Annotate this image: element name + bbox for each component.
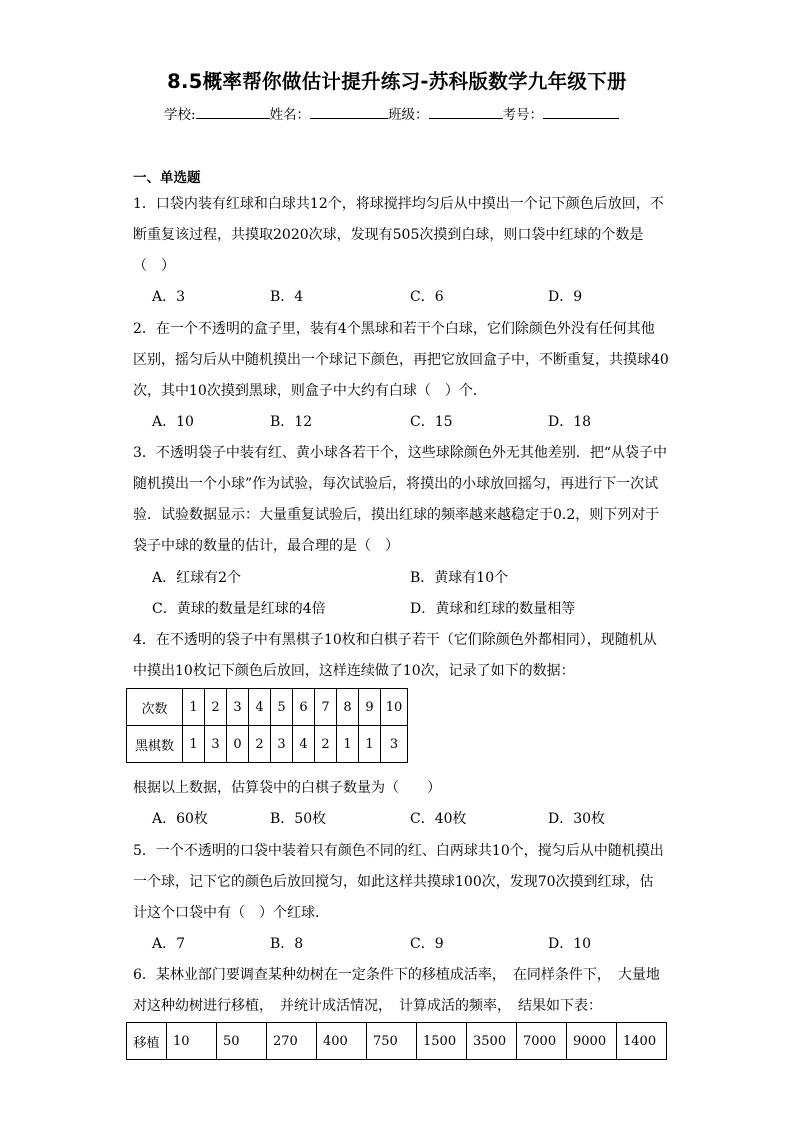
q5-line-3: 计这个口袋中有（ ）个红球. <box>133 905 320 921</box>
q1-line-2: 断重复该过程，共摸取2020次球，发现有505次摸到白球，则口袋中红球的个数是 <box>133 227 644 243</box>
q6-line-1: 6．某林业部门要调查某种幼树在一定条件下的移植成活率， 在同样条件下， 大量地 <box>133 967 660 983</box>
q2-line-3: 次，其中10次摸到黑球，则盒子中大约有白球（ ）个． <box>133 383 487 399</box>
q1-option-b[interactable]: B．4 <box>270 289 304 305</box>
q2-option-a[interactable]: A．10 <box>152 414 194 430</box>
exam-number-label: 考号： <box>502 107 544 123</box>
table-cell: 9000 <box>567 1023 617 1060</box>
q5-option-d[interactable]: D．10 <box>548 936 592 952</box>
table-cell: 1500 <box>417 1023 467 1060</box>
table-cell: 3 <box>271 726 293 763</box>
name-label: 姓名： <box>269 107 311 123</box>
table-cell: 3500 <box>467 1023 517 1060</box>
table-cell: 3 <box>205 726 227 763</box>
table-cell: 1 <box>183 689 205 726</box>
table-cell: 3 <box>227 689 249 726</box>
q2-line-2: 区别，摇匀后从中随机摸出一个球记下颜色，再把它放回盒子中，不断重复，共摸球40 <box>133 352 669 368</box>
q4-option-c[interactable]: C．40枚 <box>410 811 467 827</box>
q3-line-2: 随机摸出一个小球”作为试验，每次试验后，将摸出的小球放回摇匀，再进行下一次试 <box>133 476 659 492</box>
table-row <box>127 726 408 763</box>
class-label: 班级： <box>388 107 429 123</box>
table-cell: 黑棋数 <box>127 726 183 763</box>
q4-after-text: 根据以上数据，估算袋中的白棋子数量为（ ） <box>133 780 441 796</box>
exam-number-blank[interactable] <box>543 105 619 119</box>
table-cell: 2 <box>315 726 337 763</box>
q2-line-1: 2．在一个不透明的盒子里，装有4个黑球和若干个白球，它们除颜色外没有任何其他 <box>133 321 655 337</box>
q5-line-2: 一个球，记下它的颜色后放回搅匀，如此这样共摸球100次，发现70次摸到红球，估 <box>133 874 654 890</box>
student-info-line <box>164 103 619 123</box>
q4-line-2: 中摸出10枚记下颜色后放回，这样连续做了10次，记录了如下的数据： <box>133 663 575 679</box>
q4-option-d[interactable]: D．30枚 <box>548 811 606 827</box>
q4-line-1: 4．在不透明的袋子中有黑棋子10枚和白棋子若干（它们除颜色外都相同），现随机从 <box>133 632 657 648</box>
table-cell: 4 <box>249 689 271 726</box>
page-title: 8.5概率帮你做估计提升练习-苏科版数学九年级下册 <box>167 70 627 93</box>
q5-option-b[interactable]: B．8 <box>270 936 304 952</box>
table-cell: 0 <box>227 726 249 763</box>
q4-data-table <box>126 688 408 763</box>
table-cell: 10 <box>167 1023 217 1060</box>
table-cell: 次数 <box>127 689 183 726</box>
q1-option-a[interactable]: A．3 <box>152 289 186 305</box>
table-cell: 9 <box>359 689 381 726</box>
school-blank[interactable] <box>196 105 270 119</box>
table-cell: 1 <box>337 726 359 763</box>
table-cell: 5 <box>271 689 293 726</box>
q1-option-d[interactable]: D．9 <box>548 289 583 305</box>
table-cell: 50 <box>217 1023 267 1060</box>
table-cell: 移植 <box>127 1023 167 1060</box>
q5-line-1: 5．一个不透明的口袋中装着只有颜色不同的红、白两球共10个，搅匀后从中随机摸出 <box>133 843 664 859</box>
q2-option-b[interactable]: B．12 <box>270 414 313 430</box>
class-blank[interactable] <box>429 105 503 119</box>
table-cell: 7 <box>315 689 337 726</box>
table-cell: 10 <box>381 689 408 726</box>
table-cell: 1 <box>183 726 205 763</box>
q6-line-2: 对这种幼树进行移植， 并统计成活情况， 计算成活的频率， 结果如下表： <box>133 998 602 1014</box>
school-label: 学校: <box>164 107 196 123</box>
q4-option-b[interactable]: B．50枚 <box>270 811 327 827</box>
table-cell: 4 <box>293 726 315 763</box>
table-row-header <box>127 689 408 726</box>
table-cell: 400 <box>317 1023 367 1060</box>
q5-option-a[interactable]: A．7 <box>152 936 186 952</box>
table-cell: 750 <box>367 1023 417 1060</box>
name-blank[interactable] <box>310 105 388 119</box>
table-cell: 7000 <box>517 1023 567 1060</box>
q2-option-d[interactable]: D．18 <box>548 414 592 430</box>
q6-data-table <box>126 1022 667 1060</box>
q3-option-b[interactable]: B．黄球有10个 <box>410 570 509 586</box>
q3-option-a[interactable]: A．红球有2个 <box>152 570 242 586</box>
table-cell: 2 <box>249 726 271 763</box>
table-row <box>127 1023 667 1060</box>
section-heading: 一、单选题 <box>133 170 201 186</box>
q3-option-d[interactable]: D．黄球和红球的数量相等 <box>410 601 576 617</box>
q1-line-3: （ ） <box>133 258 175 274</box>
table-cell: 8 <box>337 689 359 726</box>
table-cell: 6 <box>293 689 315 726</box>
q2-option-c[interactable]: C．15 <box>410 414 453 430</box>
q3-option-c[interactable]: C．黄球的数量是红球的4倍 <box>152 601 326 617</box>
table-cell: 3 <box>381 726 408 763</box>
table-cell: 2 <box>205 689 227 726</box>
q1-line-1: 1．口袋内装有红球和白球共12个，将球搅拌均匀后从中摸出一个记下颜色后放回，不 <box>133 196 664 212</box>
q1-option-c[interactable]: C．6 <box>410 289 444 305</box>
q3-line-4: 袋子中球的数量的估计，最合理的是（ ） <box>133 538 399 554</box>
table-cell: 1400 <box>617 1023 667 1060</box>
table-cell: 270 <box>267 1023 317 1060</box>
q4-option-a[interactable]: A．60枚 <box>152 811 208 827</box>
q5-option-c[interactable]: C．9 <box>410 936 444 952</box>
q3-line-1: 3．不透明袋子中装有红、黄小球各若干个，这些球除颜色外无其他差别．把“从袋子中 <box>133 445 668 461</box>
table-cell: 1 <box>359 726 381 763</box>
q3-line-3: 验．试验数据显示：大量重复试验后，摸出红球的频率越来越稳定于0.2，则下列对于 <box>133 507 660 523</box>
